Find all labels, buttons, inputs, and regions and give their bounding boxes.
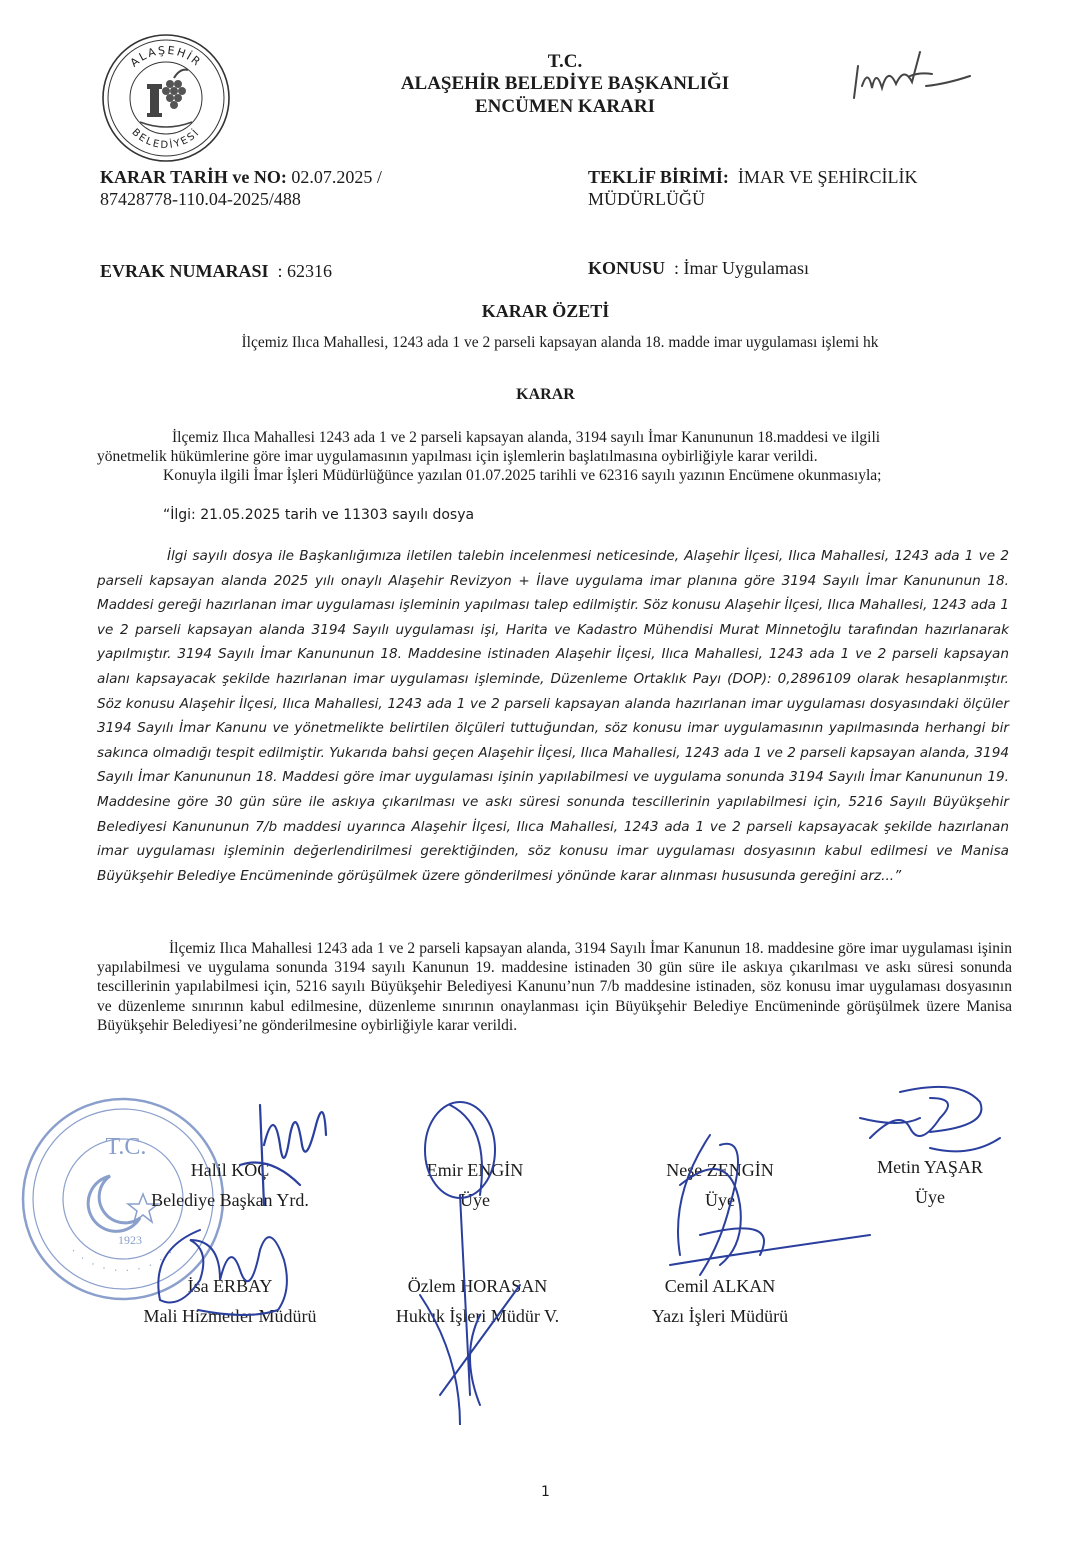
summary-text: İlçemiz Ilıca Mahallesi, 1243 ada 1 ve 2 parseli kapsayan alanda 18. madde imar uygulaması işlemi hk (241, 334, 879, 351)
document-number-value: : 62316 (277, 261, 333, 281)
decision-title: KARAR (516, 386, 575, 403)
svg-text:BELEDİYESİ (129, 126, 202, 151)
signature-halil-koc-icon (220, 1085, 340, 1225)
document-number-label: EVRAK NUMARASI (100, 261, 269, 281)
logo-top-text: ALAŞEHİR (127, 43, 205, 70)
decision-paragraph-2: Konuyla ilgili İmar İşleri Müdürlüğünce yazılan 01.07.2025 tarihli ve 62316 sayılı yazının Encümene okunmasıyla; (163, 467, 882, 484)
decision-paragraph-1a: İlçemiz Ilıca Mahallesi 1243 ada 1 ve 2 parseli kapsayan alanda, 3194 sayılı İmar Kanununun 18.maddesi ve ilgili (172, 429, 881, 446)
seal-year: 1923 (118, 1233, 142, 1247)
header-document-type: ENCÜMEN KARARI (475, 96, 655, 117)
signatory-title: Üye (915, 1187, 945, 1207)
subject-value: : İmar Uygulaması (674, 258, 809, 278)
signatory-name: İsa ERBAY (187, 1276, 273, 1296)
signatory-title: Hukuk İşleri Müdür V. (395, 1306, 560, 1326)
document-number (100, 260, 500, 282)
signatory-name: Cemil ALKAN (664, 1276, 776, 1296)
signatory-title: Üye (705, 1190, 735, 1210)
subject (588, 257, 1008, 279)
municipality-logo-icon (100, 32, 232, 164)
header-institution: ALAŞEHİR BELEDİYE BAŞKANLIĞI (400, 73, 730, 94)
signatory-title: Mali Hizmetler Müdürü (143, 1306, 317, 1326)
signatory-name: Metin YAŞAR (877, 1157, 983, 1177)
reference-line: “İlgi: 21.05.2025 tarih ve 11303 sayılı dosya (163, 507, 475, 523)
signatory-title: Yazı İşleri Müdürü (651, 1306, 789, 1326)
proposing-unit-label: TEKLİF BİRİMİ: (588, 167, 729, 187)
signature-metin-yasar-icon (850, 1078, 1010, 1168)
svg-text:ALAŞEHİR (128, 44, 204, 70)
svg-text:· · · · · · · · · ·: · · · · · · · · · · (67, 1246, 179, 1277)
header-tc: T.C. (547, 51, 583, 72)
subject-label: KONUSU (588, 258, 666, 278)
signatory-title: Belediye Başkan Yrd. (151, 1190, 309, 1210)
final-decision: İlçemiz Ilıca Mahallesi 1243 ada 1 ve 2 parseli kapsayan alanda, 3194 Sayılı İmar Kanunun 18. maddesine göre imar uygulaması işinin yapılabilmesi ve uygulama sonunda 3194 sayılı Kanunun 19. maddesine istinaden 30 gün süre ile askıya çıkarılması ve askı süresi sonunda tescillerinin yapılabilmesi için, 5216 sayılı Büyükşehir Belediyesi Kanunu’nun 7/b maddesine istinaden, söz konusu imar uygulaması dosyasının ve düzenleme sınırının kabul edilmesine, düzenleme sınırının onaylanması için Büyükşehir Belediye Encümeninde görüşülmek üzere Manisa Büyükşehir Belediyesi’ne gönderilmesine oybirliğiyle karar verildi. (97, 940, 1012, 1034)
signature-nese-zengin-cemil-alkan-icon (640, 1125, 880, 1295)
signatory-name: Neşe ZENGİN (666, 1160, 774, 1180)
signature-isa-erbay-icon (140, 1210, 340, 1330)
summary-title: KARAR ÖZETİ (481, 301, 610, 321)
decision-number-value: 87428778-110.04-2025/488 (100, 189, 301, 209)
decision-date-value: 02.07.2025 / (291, 167, 382, 187)
seal-center-text: T.C. (105, 1134, 147, 1160)
logo-bottom-text: BELEDİYESİ (129, 126, 203, 152)
decision-paragraph-1b: yönetmelik hükümlerine göre imar uygulamasının yapılması için işlemlerin başlatılmasına oybirliğiyle karar verildi. (97, 448, 818, 465)
signatory-name: Emir ENGİN (426, 1160, 524, 1180)
proposing-unit-value: İMAR VE ŞEHİRCİLİK (737, 167, 918, 187)
paraph-signature (840, 46, 980, 108)
proposing-unit (588, 166, 1008, 210)
quoted-letter: İlgi sayılı dosya ile Başkanlığımıza iletilen talebin incelenmesi neticesinde, Alaşehir İlçesi, Ilıca Mahallesi, 1243 ada 1 ve 2 parseli kapsayan alanda 2025 yılı onaylı Alaşehir Revizyon + İlave uygulama imar planına göre 3194 Sayılı İmar Kanununun 18. Maddesi gereği hazırlanan imar uygulaması işleminin yapılması talep edilmiştir. Söz konusu Alaşehir İlçesi, Ilıca Mahallesi, 1243 ada 1 ve 2 parseli kapsayan alanda 3194 Sayılı uygulaması işi, Harita ve Kadastro Mühendisi Murat Minnetoğlu tarafından hazırlanarak yapılmıştır. 3194 Sayılı İmar Kanununun 18. Maddesine istinaden Alaşehir İlçesi, Ilıca Mahallesi, 1243 ada 1 ve 2 parseli kapsayan alanı kapsayacak şekilde hazırlanan imar uygulaması işleminde, Düzenleme Ortaklık Payı (DOP): 0,2896109 olarak hesaplanmıştır. Söz konusu Alaşehir İlçesi, Ilıca Mahallesi, 1243 ada 1 ve 2 parseli kapsayan alanda hazırlanan imar uygulaması dosyasındaki ölçüler 3194 Sayılı İmar Kanunu ve yönetmelikte belirtilen ölçüleri tuttuğundan, söz konusu imar uygulamasının yapılmasında herhangi bir sakınca olmadığı tespit edilmiştir. Yukarıda bahsi geçen Alaşehir İlçesi, Ilıca Mahallesi, 1243 ada 1 ve 2 parseli kapsayan alanda, 3194 Sayılı İmar Kanununun 18. Maddesi göre imar uygulaması işinin yapılabilmesi ve uygulama sonunda 3194 Sayılı İmar Kanununun 19. Maddesine göre 30 gün süre ile askıya çıkarılması ve askı süresi sonunda tescillerinin yapılabilmesi için, 5216 Sayılı Büyükşehir Belediyesi Kanununun 7/b maddesi uyarınca Alaşehir İlçesi, Ilıca Mahallesi, 1243 ada 1 ve 2 parseli kapsayacak şekilde hazırlanan imar uygulaması işleminin değerlendirilmesi gerektiğinden, söz konusu imar uygulaması dosyasının kabul edilmesi ve Manisa Büyükşehir Belediye Encümeninde görüşülmek üzere gönderilmesi yönünde karar alınması hususunda gereğini arz...” (97, 548, 1009, 884)
proposing-unit-value-2: MÜDÜRLÜĞÜ (588, 189, 705, 209)
signature-emir-engin-ozlem-horasan-icon (400, 1095, 580, 1425)
signatory-name: Özlem HORASAN (407, 1276, 548, 1296)
decision-date-number (100, 166, 500, 210)
decision-date-label: KARAR TARİH ve NO: (100, 167, 287, 187)
signatory-title: Üye (460, 1190, 490, 1210)
signatory-name: Halil KOÇ (190, 1160, 270, 1180)
page-number: 1 (541, 1484, 550, 1500)
